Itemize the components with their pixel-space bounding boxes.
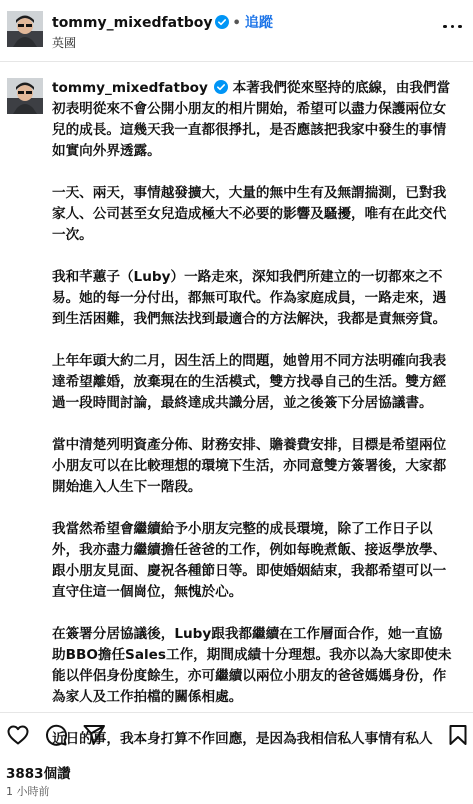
caption-avatar[interactable] xyxy=(7,78,43,114)
caption-paragraph: 一天、兩天，事情越發擴大，大量的無中生有及無謂揣測，已對我家人、公司甚至女兒造成極大不必要的影響及騷擾，唯有在此交代一次。 xyxy=(52,185,447,243)
caption-paragraph: 近日的事，我本身打算不作回應，是因為我相信私人事情有私人 xyxy=(52,731,433,747)
verified-badge-icon xyxy=(214,80,228,94)
caption-paragraph xyxy=(52,78,452,162)
share-icon[interactable] xyxy=(82,723,106,747)
post-caption-area xyxy=(0,62,473,747)
comment-icon[interactable] xyxy=(44,723,68,747)
caption-paragraph: 我和芊蕙子（Luby）一路走來，深知我們所建立的一切都來之不易。她的每一分付出，都無可取代。作為家庭成員，一路走來，遇到生活困難，我們無法找到最適合的方法解決，我都是責無旁貸。 xyxy=(52,269,447,327)
avatar[interactable] xyxy=(7,11,43,47)
caption-paragraph: 當中清楚列明資產分佈、財務安排、贍養費安排，目標是希望兩位小朋友可以在比較理想的環境下生活，亦同意雙方簽署後，大家都開始進入人生下一階段。 xyxy=(52,437,447,495)
verified-badge-icon xyxy=(215,15,229,29)
follow-button[interactable]: 追蹤 xyxy=(244,15,273,31)
caption-paragraph: 我當然希望會繼續給予小朋友完整的成長環境，除了工作日子以外，我亦盡力繼續擔任爸爸的工作，例如每晚煮飯、接返學放學、跟小朋友見面、慶祝各種節日等。即使婚姻結束，我都希望可以一直守住這一個崗位，無愧於心。 xyxy=(52,521,447,600)
caption-text xyxy=(52,78,452,771)
caption-paragraph: 在簽署分居協議後，Luby跟我都繼續在工作層面合作，她一直協助BBO擔任Sales工作，期間成績十分理想。我亦以為大家即使未能以伴侶身份度餘生，亦可繼續以兩位小朋友的爸爸媽媽身份，作為家人及工作拍檔的關係相處。 xyxy=(52,626,452,705)
post-header xyxy=(0,0,473,62)
avatar-photo-icon xyxy=(7,11,43,47)
separator-dot: • xyxy=(232,16,241,31)
header-username[interactable] xyxy=(52,12,273,32)
bookmark-icon[interactable] xyxy=(446,723,470,747)
more-options-icon[interactable] xyxy=(441,16,465,36)
action-bar xyxy=(0,712,473,756)
avatar-photo-icon xyxy=(7,78,43,114)
heart-icon[interactable] xyxy=(6,723,30,747)
header-username-text[interactable]: tommy_mixedfatboy xyxy=(52,15,213,31)
post-timestamp[interactable]: 1 小時前 xyxy=(6,785,50,798)
like-count[interactable]: 3883個讚 xyxy=(6,766,71,782)
caption-paragraph: 上年年頭大約二月，因生活上的問題，她曾用不同方法明確向我表達希望離婚，放棄現在的生活模式，雙方找尋自己的生活。雙方經過一段時間討論，最終達成共識分居，並之後簽下分居協議書。 xyxy=(52,353,447,411)
caption-username[interactable]: tommy_mixedfatboy xyxy=(52,80,208,96)
location-label[interactable]: 英國 xyxy=(52,36,77,50)
caption-paragraph-text: 本著我們從來堅持的底線，由我們當初表明從來不會公開小朋友的相片開始，希望可以盡力保護兩位女兒的成長。這幾天我一直都很掙扎，是否應該把我家中發生的事情如實向外界透露。 xyxy=(52,80,451,159)
